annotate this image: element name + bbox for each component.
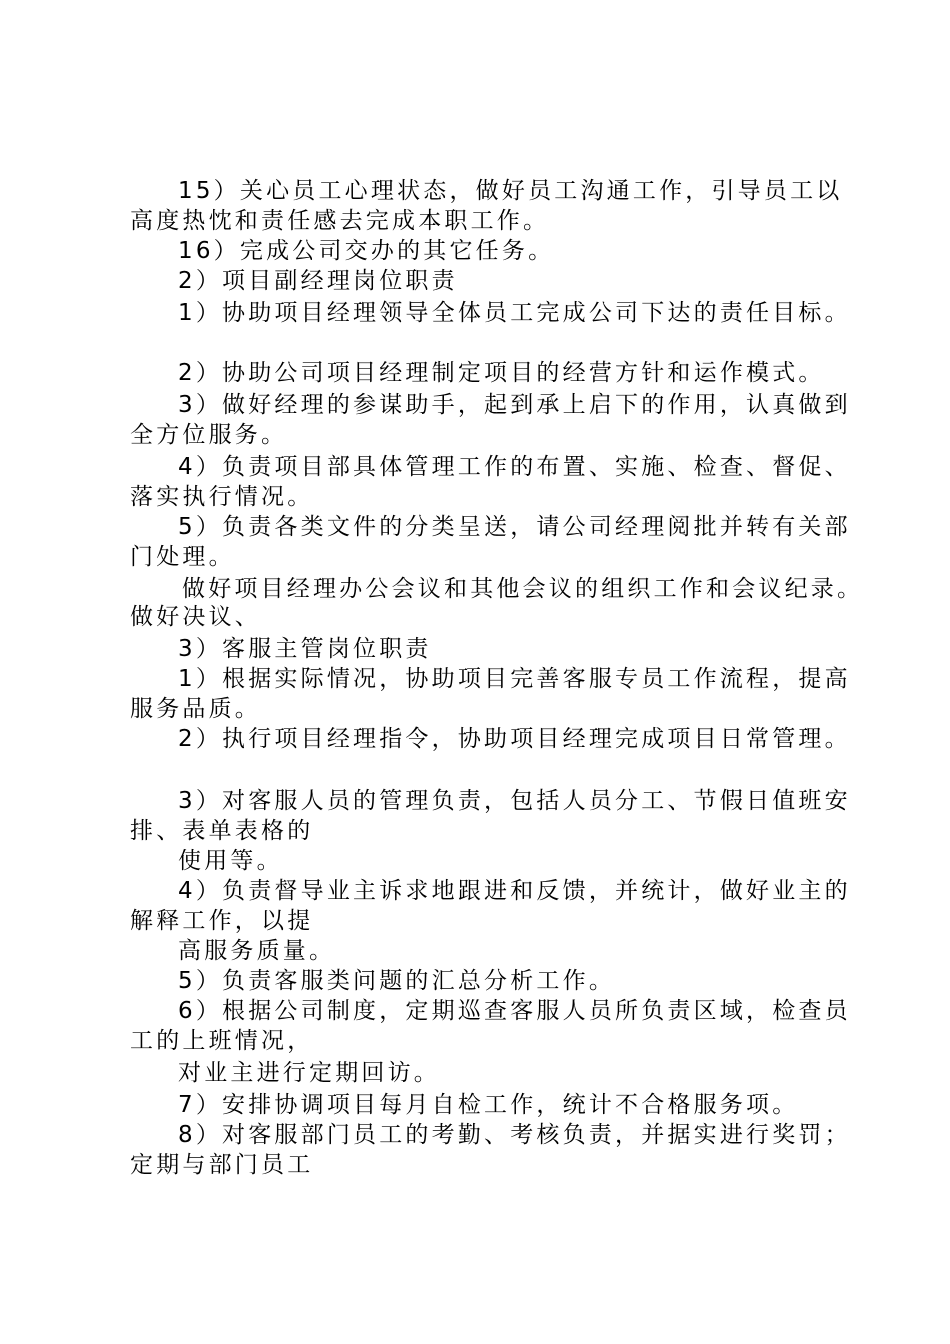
text-line: 服务品质。 xyxy=(130,696,261,722)
text-line: 2）协助公司项目经理制定项目的经营方针和运作模式。 xyxy=(178,360,825,386)
text-line: 解释工作，以提 xyxy=(130,908,314,934)
text-line: 7）安排协调项目每月自检工作，统计不合格服务项。 xyxy=(178,1092,799,1118)
text-line: 定期与部门员工 xyxy=(130,1152,314,1178)
text-line: 8）对客服部门员工的考勤、考核负责，并据实进行奖罚； xyxy=(178,1122,851,1148)
text-line: 5）负责客服类问题的汇总分析工作。 xyxy=(178,968,616,994)
text-line: 使用等。 xyxy=(178,848,283,874)
section-heading: 3）客服主管岗位职责 xyxy=(178,636,432,662)
text-line: 做好项目经理办公会议和其他会议的组织工作和会议纪录。 xyxy=(182,576,864,602)
text-line: 16）完成公司交办的其它任务。 xyxy=(178,238,555,264)
text-line: 2）执行项目经理指令，协助项目经理完成项目日常管理。 xyxy=(178,726,851,752)
text-line: 1）根据实际情况，协助项目完善客服专员工作流程，提高 xyxy=(178,666,851,692)
text-line: 4）负责督导业主诉求地跟进和反馈，并统计，做好业主的 xyxy=(178,878,851,904)
text-line: 5）负责各类文件的分类呈送，请公司经理阅批并转有关部 xyxy=(178,514,851,540)
text-line: 3）对客服人员的管理负责，包括人员分工、节假日值班安 xyxy=(178,788,851,814)
text-line: 做好决议、 xyxy=(130,604,261,630)
text-line: 工的上班情况， xyxy=(130,1028,314,1054)
text-line: 4）负责项目部具体管理工作的布置、实施、检查、督促、 xyxy=(178,454,851,480)
text-line: 门处理。 xyxy=(130,544,235,570)
text-line: 6）根据公司制度，定期巡查客服人员所负责区域，检查员 xyxy=(178,998,851,1024)
text-line: 高度热忱和责任感去完成本职工作。 xyxy=(130,208,550,234)
text-line: 1）协助项目经理领导全体员工完成公司下达的责任目标。 xyxy=(178,300,851,326)
text-line: 排、表单表格的 xyxy=(130,818,314,844)
text-line: 高服务质量。 xyxy=(178,938,336,964)
text-line: 3）做好经理的参谋助手，起到承上启下的作用，认真做到 xyxy=(178,392,851,418)
text-line: 对业主进行定期回访。 xyxy=(178,1060,440,1086)
text-line: 落实执行情况。 xyxy=(130,484,314,510)
section-heading: 2）项目副经理岗位职责 xyxy=(178,268,458,294)
text-line: 15）关心员工心理状态，做好员工沟通工作，引导员工以 xyxy=(178,178,843,204)
text-line: 全方位服务。 xyxy=(130,422,288,448)
